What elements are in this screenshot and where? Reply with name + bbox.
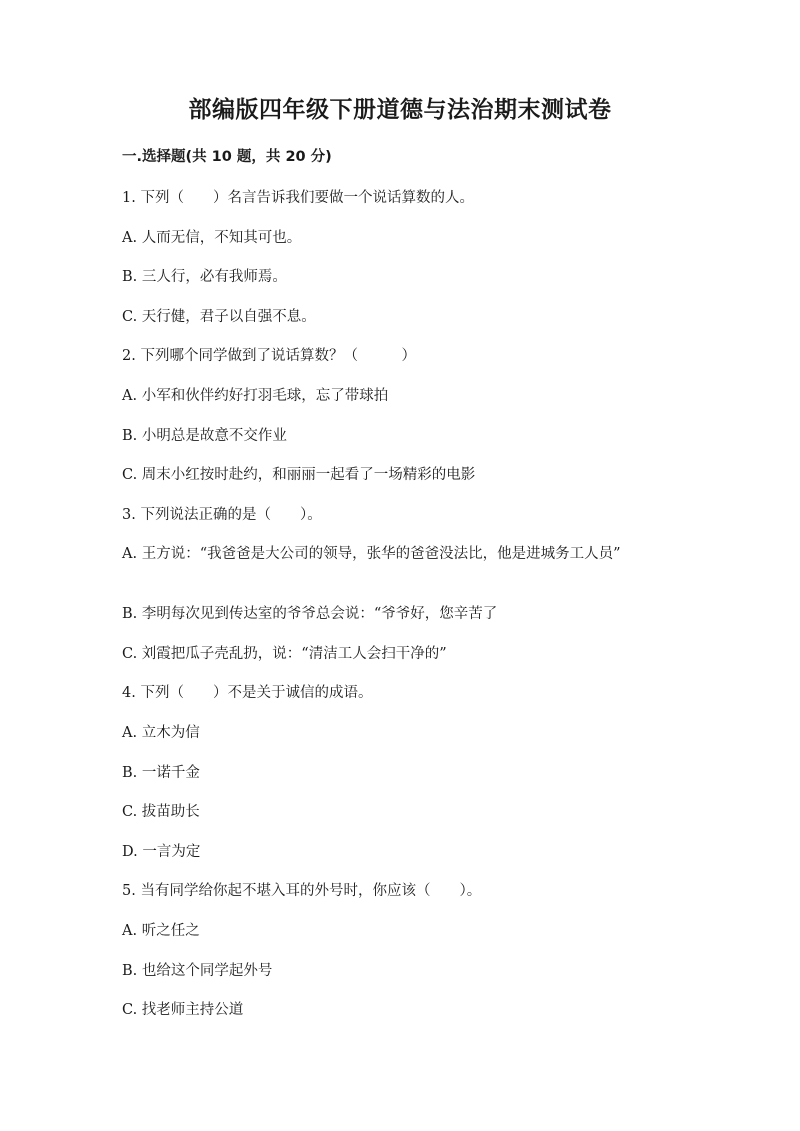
section-heading: 一.选择题(共 10 题，共 20 分) [122, 149, 332, 165]
exam-title: 部编版四年级下册道德与法治期末测试卷 [188, 96, 612, 123]
question-option: C. 天行健，君子以自强不息。 [122, 309, 316, 325]
question-option: A. 人而无信，不知其可也。 [122, 230, 302, 246]
question-option: A. 听之任之 [122, 923, 200, 939]
question-option: B. 也给这个同学起外号 [122, 963, 273, 979]
question-option: D. 一言为定 [122, 844, 201, 860]
question-option: B. 小明总是故意不交作业 [122, 428, 287, 444]
question-stem: 2. 下列哪个同学做到了说话算数？（ ） [122, 348, 416, 364]
question-option: B. 三人行，必有我师焉。 [122, 269, 287, 285]
question-stem: 3. 下列说法正确的是（ ）。 [122, 507, 322, 523]
question-option: A. 小军和伙伴约好打羽毛球，忘了带球拍 [122, 388, 389, 404]
question-stem: 1. 下列（ ）名言告诉我们要做一个说话算数的人。 [122, 190, 474, 206]
question-stem: 4. 下列（ ）不是关于诚信的成语。 [122, 685, 373, 701]
question-option: A. 立木为信 [122, 725, 200, 741]
question-option: B. 李明每次见到传达室的爷爷总会说：“爷爷好，您辛苦了 [122, 606, 498, 622]
question-stem: 5. 当有同学给你起不堪入耳的外号时，你应该（ ）。 [122, 883, 482, 899]
question-option: A. 王方说：“我爸爸是大公司的领导，张华的爸爸没法比，他是进城务工人员” [122, 546, 621, 562]
question-option: C. 找老师主持公道 [122, 1002, 244, 1018]
question-option: C. 刘霞把瓜子壳乱扔，说：“清洁工人会扫干净的” [122, 646, 447, 662]
question-option: C. 拔苗助长 [122, 804, 200, 820]
question-option: B. 一诺千金 [122, 765, 200, 781]
question-option: C. 周末小红按时赴约，和丽丽一起看了一场精彩的电影 [122, 467, 476, 483]
